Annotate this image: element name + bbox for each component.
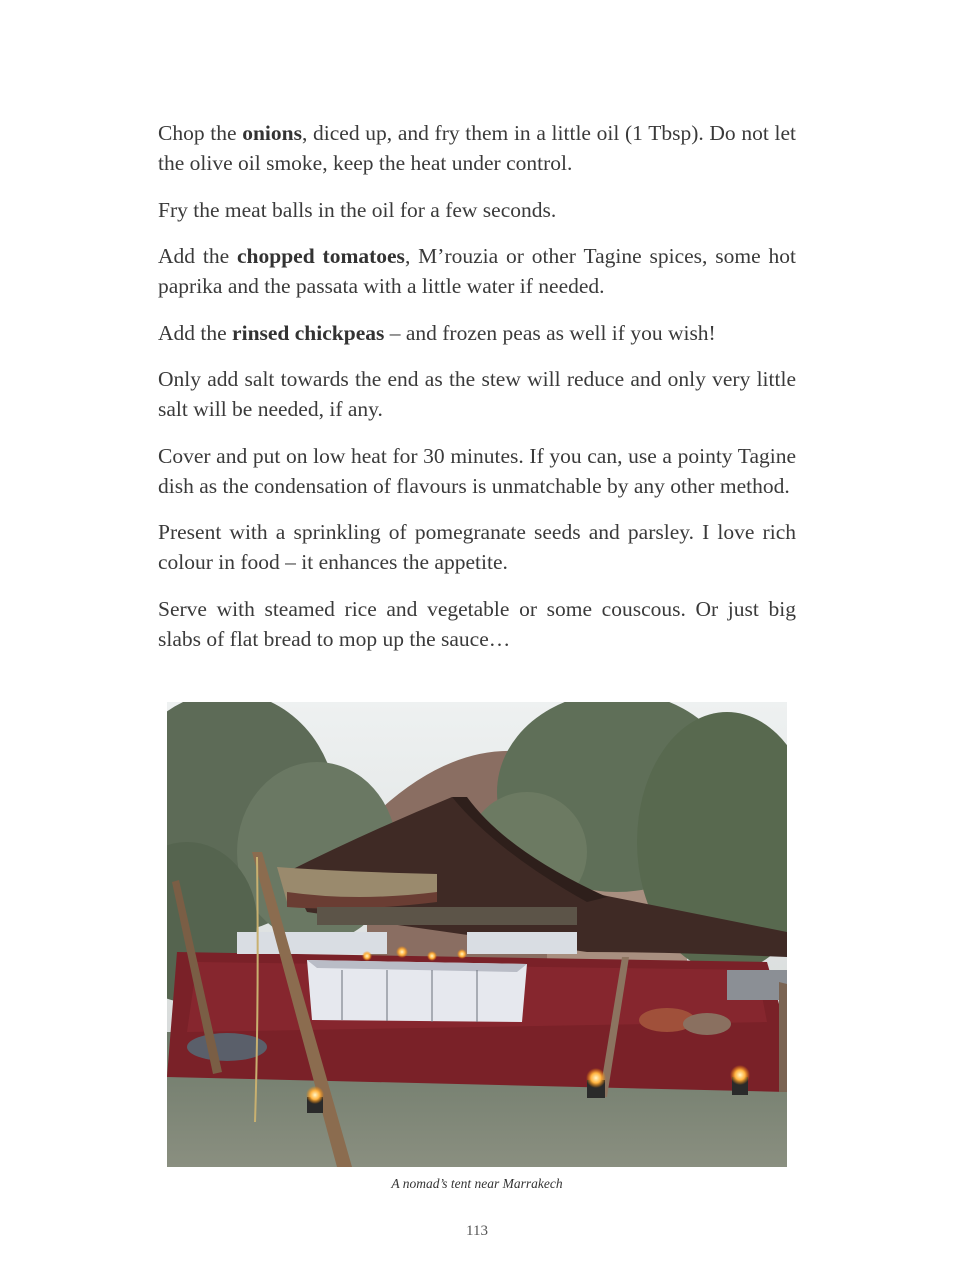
text-run: , diced up, and fry them in a little oil (1 Tbsp). Do not let the olive oil smoke, keep the heat under control. bbox=[158, 121, 796, 175]
text-run: – and frozen peas as well if you wish! bbox=[384, 320, 716, 345]
paragraph-8 bbox=[158, 594, 796, 654]
bold-ingredient: chopped tomatoes bbox=[237, 244, 405, 268]
paragraph-6 bbox=[158, 441, 796, 501]
figure-caption: A nomad’s tent near Marrakech bbox=[391, 1176, 563, 1191]
text-run: Cover and put on low heat for 30 minutes. If you can, use a pointy Tagine dish as the condensation of flavours is unmatchable by any other method. bbox=[158, 443, 796, 498]
paragraph-5 bbox=[158, 364, 796, 424]
paragraph-1 bbox=[158, 118, 796, 178]
text-run: Serve with steamed rice and vegetable or some couscous. Or just big slabs of flat bread to mop up the sauce… bbox=[158, 596, 796, 651]
paragraph-2 bbox=[158, 195, 796, 225]
body-text bbox=[158, 118, 796, 670]
paragraph-3 bbox=[158, 241, 796, 301]
text-run: Only add salt towards the end as the stew will reduce and only very little salt will be needed, if any. bbox=[158, 367, 796, 421]
text-run: , M’rouzia or other Tagine spices, some hot paprika and the passata with a little water if needed. bbox=[158, 244, 796, 298]
text-run: Add the bbox=[158, 244, 238, 268]
page-number: 113 bbox=[466, 1223, 488, 1239]
text-run: Fry the meat balls in the oil for a few seconds. bbox=[158, 197, 557, 222]
paragraph-4 bbox=[158, 318, 796, 348]
tent-photo bbox=[167, 702, 787, 1167]
bold-ingredient: onions bbox=[242, 121, 302, 145]
bold-ingredient: rinsed chickpeas bbox=[232, 320, 385, 345]
paragraph-7 bbox=[158, 517, 796, 577]
text-run: Add the bbox=[158, 320, 233, 345]
tent-illustration bbox=[167, 702, 787, 1167]
text-run: Present with a sprinkling of pomegranate seeds and parsley. I love rich colour in food – it enhances the appetite. bbox=[158, 520, 796, 574]
text-run: Chop the bbox=[158, 121, 243, 145]
